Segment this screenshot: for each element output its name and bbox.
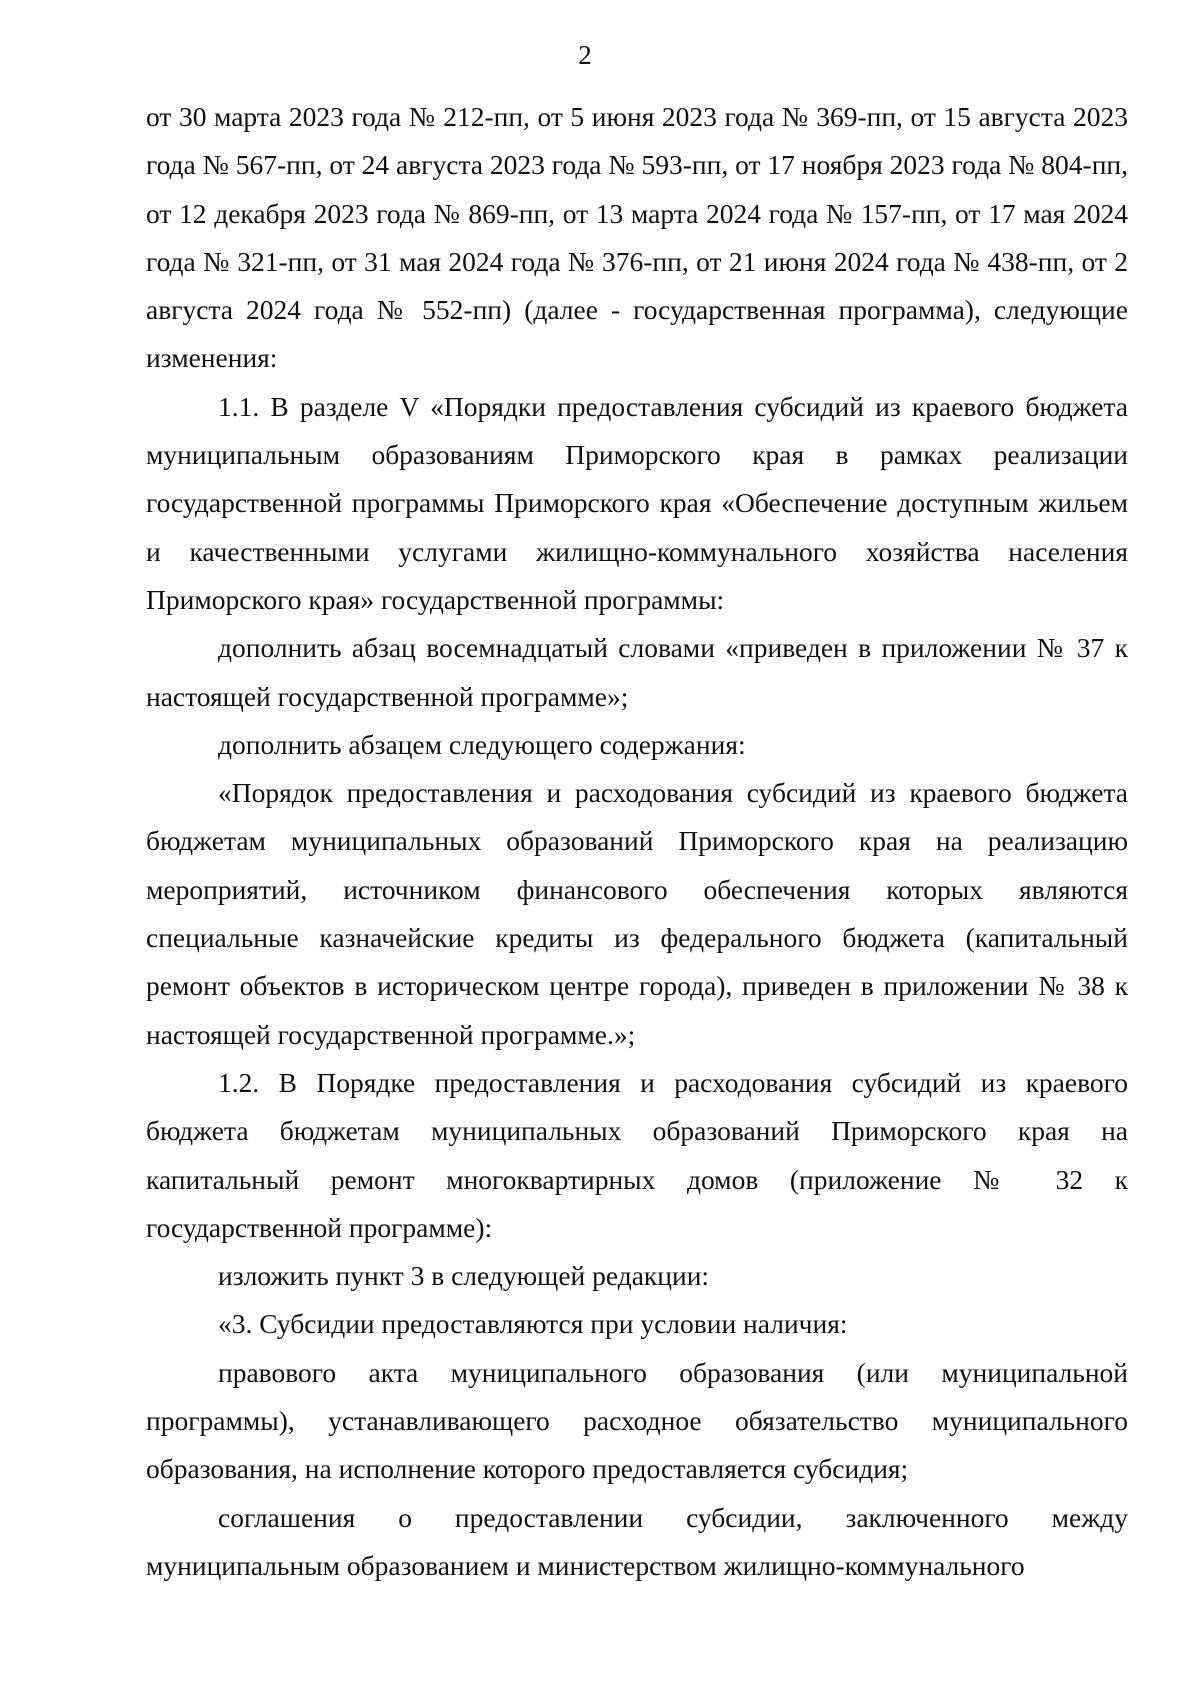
paragraph-agreement: соглашения о предоставлении субсидии, заключенного между муниципальным образованием и министерством жилищно-коммунального bbox=[146, 1501, 1128, 1581]
document-body bbox=[146, 93, 1128, 1590]
page-number: 2 bbox=[578, 40, 592, 70]
paragraph-legal-act: правового акта муниципального образования (или муниципальной программы), устанавливающего расходное обязательство муниципального образования, на исполнение которого предоставляется субсидия; bbox=[146, 1356, 1128, 1485]
paragraph-1-2: 1.2. В Порядке предоставления и расходования субсидий из краевого бюджета бюджетам муниципальных образований Приморского края на капитальный ремонт многоквартирных домов (приложение № 32 к государственной программе): bbox=[146, 1066, 1128, 1243]
paragraph-restate-item-3: изложить пункт 3 в следующей редакции: bbox=[218, 1260, 710, 1292]
paragraph-add-paragraph: дополнить абзацем следующего содержания: bbox=[218, 728, 746, 760]
paragraph-quoted-order: «Порядок предоставления и расходования субсидий из краевого бюджета бюджетам муниципальных образований Приморского края на реализацию мероприятий, источником финансового обеспечения которых являются специальные казначейские кредиты из федерального бюджета (капитальный ремонт объектов в историческом центре города), приведен в приложении № 38 к настоящей государственной программе.»; bbox=[146, 777, 1128, 1050]
paragraph-1-1: 1.1. В разделе V «Порядки предоставления субсидий из краевого бюджета муниципальным образованиям Приморского края в рамках реализации государственной программы Приморского края «Обеспечение доступным жильем и качественными услугами жилищно-коммунального хозяйства населения Приморского края» государственной программы: bbox=[146, 390, 1128, 615]
paragraph-add-words: дополнить абзац восемнадцатый словами «приведен в приложении № 37 к настоящей государственной программе»; bbox=[146, 632, 1128, 712]
paragraph-item-3: «3. Субсидии предоставляются при условии наличия: bbox=[218, 1308, 848, 1340]
paragraph-amendment-list: от 30 марта 2023 года № 212-пп, от 5 июня 2023 года № 369-пп, от 15 августа 2023 года № 567-пп, от 24 августа 2023 года № 593-пп, от 17 ноября 2023 года № 804-пп, от 12 декабря 2023 года № 869-пп, от 13 марта 2024 года № 157-пп, от 17 мая 2024 года № 321-пп, от 31 мая 2024 года № 376-пп, от 21 июня 2024 года № 438-пп, от 2 августа 2024 года № 552-пп) (далее - государственная программа), следующие изменения: bbox=[146, 101, 1128, 374]
